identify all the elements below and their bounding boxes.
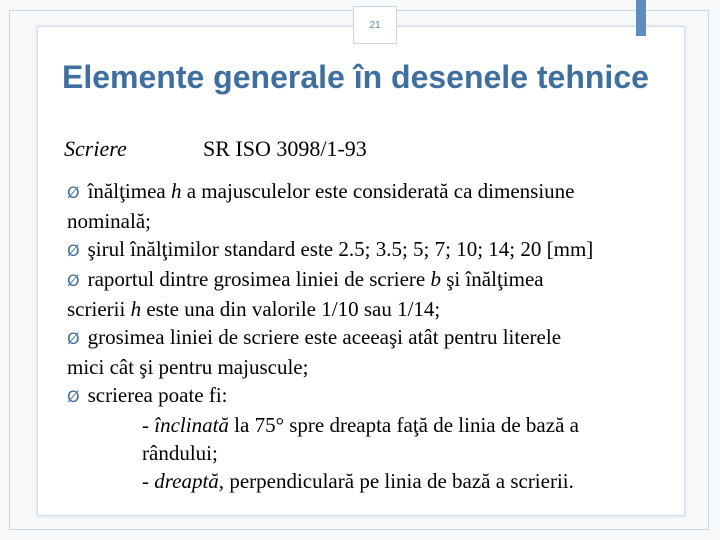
- accent-bar: [636, 0, 646, 36]
- bullet-3-continuation: scrierii h este una din valorile 1/10 sau 1/14;: [67, 297, 441, 321]
- bullet-list: [67, 177, 687, 495]
- page-number: 21: [369, 19, 381, 31]
- bullet-4: Ø grosimea liniei de scriere este aceeaşi atât pentru literele: [67, 325, 562, 349]
- sub-item-inclinata-continuation: rândului;: [142, 441, 218, 465]
- bullet-1: Ø înălţimea h a majusculelor este considerată ca dimensiune: [67, 179, 575, 203]
- bullet-2: Ø şirul înălţimilor standard este 2.5; 3.5; 5; 7; 10; 14; 20 [mm]: [67, 237, 594, 261]
- bullet-5: Ø scrierea poate fi:: [67, 383, 228, 407]
- bullet-3: Ø raportul dintre grosimea liniei de scriere b şi înălţimea: [67, 267, 544, 291]
- arrow-bullet-icon: Ø: [67, 387, 80, 406]
- page-number-tab: [353, 6, 397, 44]
- sub-item-dreapta: - dreaptă, perpendiculară pe linia de bază a scrierii.: [142, 469, 574, 493]
- arrow-bullet-icon: Ø: [67, 329, 80, 348]
- subtitle-scriere: Scriere: [64, 136, 127, 161]
- arrow-bullet-icon: Ø: [67, 271, 80, 290]
- subtitle-standard: SR ISO 3098/1-93: [203, 136, 367, 161]
- arrow-bullet-icon: Ø: [67, 183, 80, 202]
- arrow-bullet-icon: Ø: [67, 241, 80, 260]
- sub-item-inclinata: - înclinată la 75° spre dreapta faţă de linia de bază a: [142, 413, 579, 437]
- slide-title: Elemente generale în desenele tehnice: [62, 59, 649, 95]
- bullet-4-continuation: mici cât şi pentru majuscule;: [67, 355, 309, 379]
- bullet-1-continuation: nominală;: [67, 209, 151, 233]
